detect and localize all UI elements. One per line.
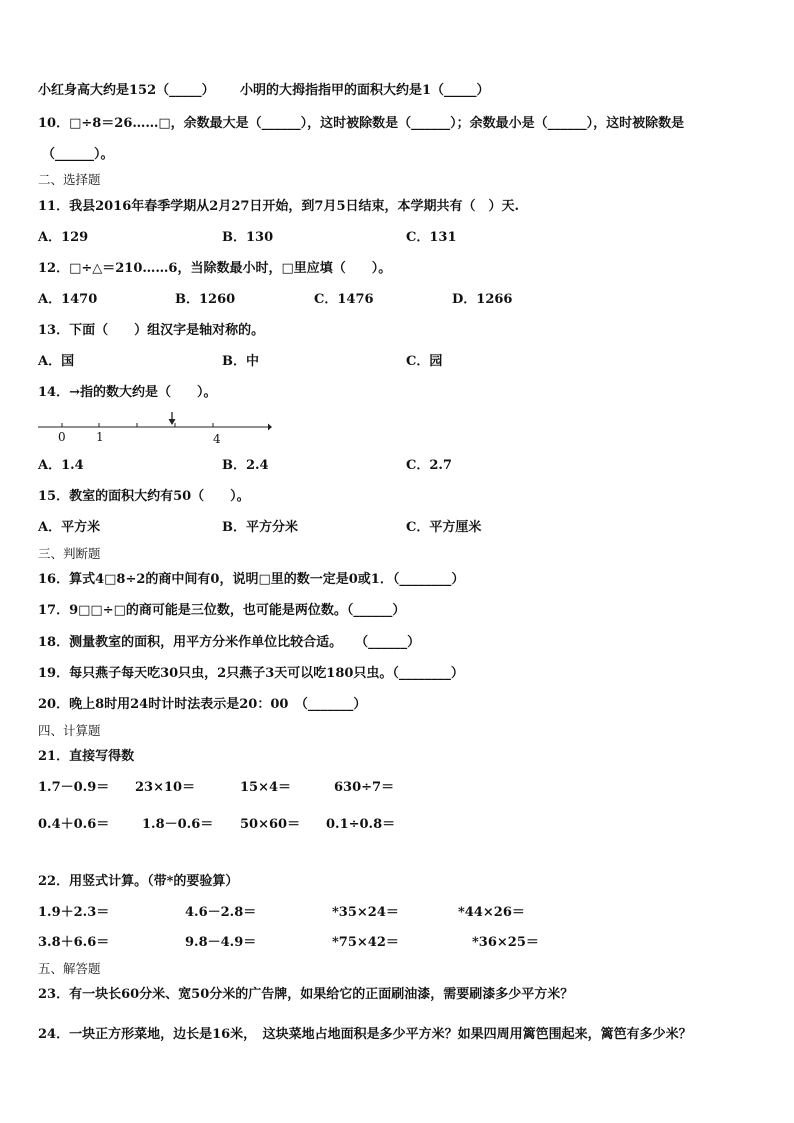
calc21-r2-c4: 0.1÷0.8＝ bbox=[326, 817, 396, 832]
q15-option-c: C．平方厘米 bbox=[406, 520, 482, 535]
q11-text: 11．我县2016年春季学期从2月27日开始，到7月5日结束，本学期共有（ ）天. bbox=[38, 199, 520, 214]
calc22-r2-c2: 9.8－4.9＝ bbox=[185, 935, 257, 950]
calc21-r1-c2: 23×10＝ bbox=[135, 780, 196, 795]
q18-text: 18．测量教室的面积，用平方分米作单位比较合适。 （______） bbox=[38, 635, 421, 650]
number-line-arrowhead bbox=[268, 424, 272, 431]
q11-option-c: C．131 bbox=[406, 230, 457, 245]
section-calc-heading: 四、计算题 bbox=[38, 723, 101, 738]
q15-text: 15．教室的面积大约有50（ ）。 bbox=[38, 489, 250, 504]
q13-option-b: B．中 bbox=[222, 354, 259, 369]
calc22-r2-c1: 3.8＋6.6＝ bbox=[38, 935, 110, 950]
q14-text: 14．→指的数大约是（ ）。 bbox=[38, 385, 217, 400]
tick-label-1: 1 bbox=[96, 430, 104, 444]
calc21-r1-c1: 1.7－0.9＝ bbox=[38, 780, 110, 795]
q12-option-d: D．1266 bbox=[452, 292, 513, 307]
q12-option-b: B．1260 bbox=[175, 292, 236, 307]
q22-text: 22．用竖式计算。（带*的要验算） bbox=[38, 874, 239, 889]
q23-text: 23．有一块长60分米、宽50分米的广告牌，如果给它的正面刷油漆，需要刷漆多少平方米？ bbox=[38, 987, 574, 1002]
q11-option-b: B．130 bbox=[222, 230, 274, 245]
q19-text: 19．每只燕子每天吃30只虫，2只燕子3天可以吃180只虫。（________） bbox=[38, 666, 464, 681]
calc21-r2-c2: 1.8－0.6＝ bbox=[142, 817, 214, 832]
calc22-r1-c1: 1.9＋2.3＝ bbox=[38, 905, 110, 920]
q11-option-a: A．129 bbox=[38, 230, 89, 245]
q10-text-cont: （______）。 bbox=[42, 147, 114, 162]
q15-option-b: B．平方分米 bbox=[222, 520, 298, 535]
q12-text: 12．□÷△＝210……6，当除数最小时，□里应填（ ）。 bbox=[38, 261, 392, 276]
q9-height-blank: 小红身高大约是152（_____） bbox=[38, 83, 215, 98]
q17-text: 17．9□□÷□的商可能是三位数，也可能是两位数。（______） bbox=[38, 603, 406, 618]
number-line-figure bbox=[36, 411, 276, 451]
calc21-r2-c3: 50×60＝ bbox=[240, 817, 301, 832]
tick-label-4: 4 bbox=[213, 432, 221, 446]
calc22-r1-c4: *44×26＝ bbox=[458, 905, 525, 920]
q15-option-a: A．平方米 bbox=[38, 520, 101, 535]
q20-text: 20．晚上8时用24时计时法表示是20：00 （_______） bbox=[38, 697, 367, 712]
tick-label-0: 0 bbox=[58, 430, 66, 444]
q14-option-c: C．2.7 bbox=[406, 458, 452, 473]
section-solve-heading: 五、解答题 bbox=[38, 961, 101, 976]
q13-text: 13．下面（ ）组汉字是轴对称的。 bbox=[38, 323, 265, 338]
q13-option-a: A．国 bbox=[38, 354, 75, 369]
q10-text: 10．□÷8＝26……□，余数最大是（______），这时被除数是（______）；余数最小是（______），这时被除数是 bbox=[38, 116, 685, 131]
q12-option-a: A．1470 bbox=[38, 292, 98, 307]
calc21-r1-c4: 630÷7＝ bbox=[334, 780, 395, 795]
calc22-r2-c3: *75×42＝ bbox=[332, 935, 399, 950]
q16-text: 16．算式4□8÷2的商中间有0，说明□里的数一定是0或1．（________） bbox=[38, 572, 465, 587]
calc22-r1-c3: *35×24＝ bbox=[332, 905, 399, 920]
q14-option-a: A．1.4 bbox=[38, 458, 84, 473]
q9-thumbnail-blank: 小明的大拇指指甲的面积大约是1（_____） bbox=[240, 83, 490, 98]
section-judge-heading: 三、判断题 bbox=[38, 546, 101, 561]
section-choice-heading: 二、选择题 bbox=[38, 172, 101, 187]
q13-option-c: C．园 bbox=[406, 354, 443, 369]
calc21-r1-c3: 15×4＝ bbox=[240, 780, 292, 795]
calc21-r2-c1: 0.4＋0.6＝ bbox=[38, 817, 110, 832]
calc22-r2-c4: *36×25＝ bbox=[472, 935, 539, 950]
q24-text: 24．一块正方形菜地，边长是16米， 这块菜地占地面积是多少平方米？如果四周用篱笆围起来，篱笆有多少米？ bbox=[38, 1027, 692, 1042]
pointer-arrow-icon bbox=[169, 419, 176, 425]
q21-text: 21．直接写得数 bbox=[38, 749, 135, 764]
calc22-r1-c2: 4.6－2.8＝ bbox=[185, 905, 257, 920]
q12-option-c: C．1476 bbox=[314, 292, 374, 307]
q14-option-b: B．2.4 bbox=[222, 458, 269, 473]
